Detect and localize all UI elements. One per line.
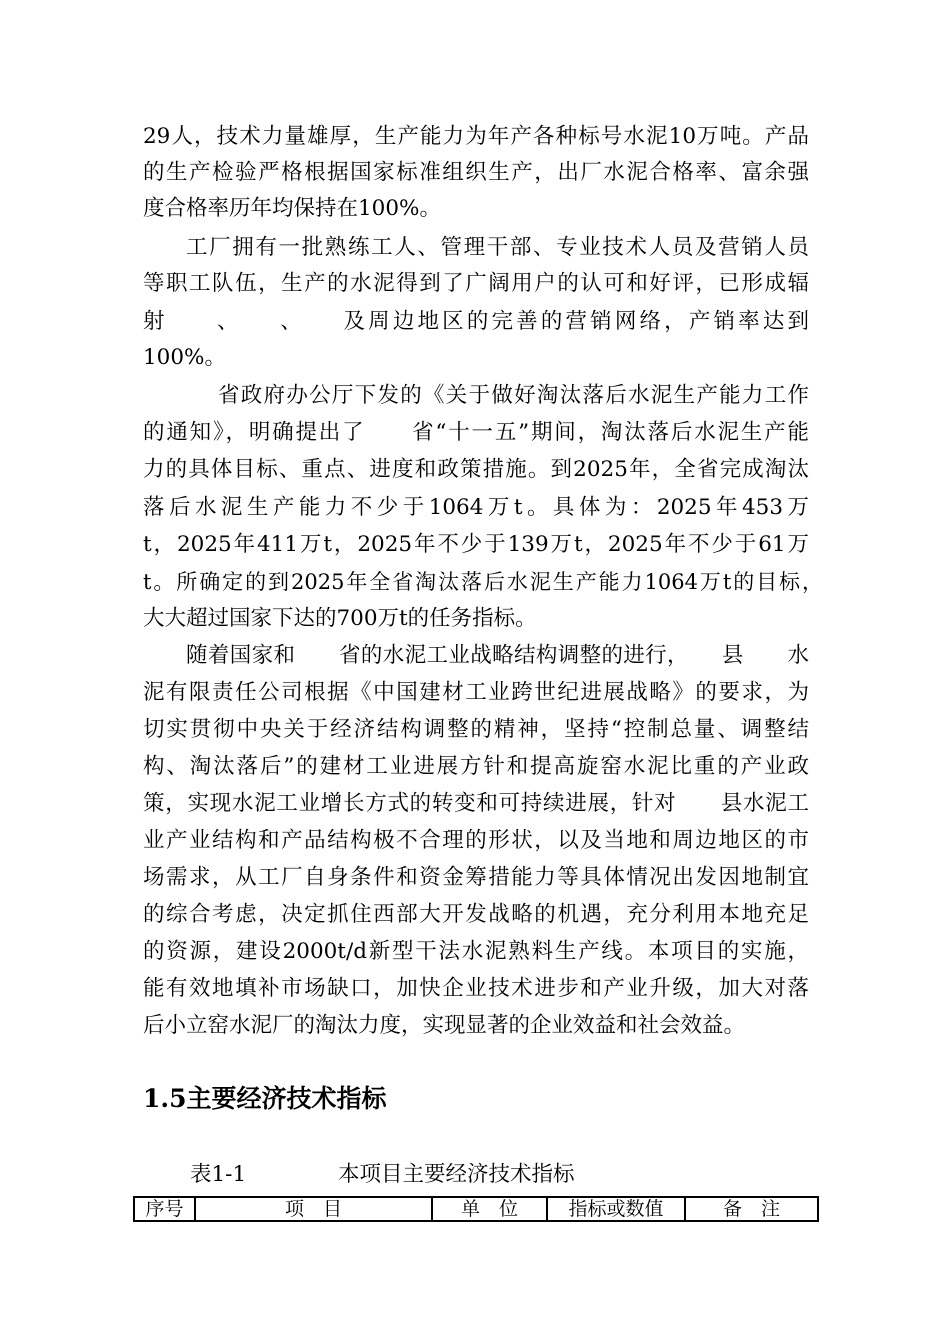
paragraph-2-line-4: 100%。 bbox=[143, 345, 226, 370]
paragraph-4-line-7: 场需求，从工厂自身条件和资金筹措能力等具体情况出发因地制宜 bbox=[143, 865, 809, 890]
paragraph-4-line-4: 构、淘汰落后”的建材工业进展方针和提高旋窑水泥比重的产业政 bbox=[143, 754, 809, 779]
paragraph-4-line-2: 泥有限责任公司根据《中国建材工业跨世纪进展战略》的要求，为 bbox=[143, 680, 809, 705]
paragraph-1-line-3: 度合格率历年均保持在100%。 bbox=[143, 196, 441, 221]
paragraph-4-line-6: 业产业结构和产品结构极不合理的形状，以及当地和周边地区的市 bbox=[143, 828, 809, 853]
paragraph-3-line-7: 大大超过国家下达的700万t的任务指标。 bbox=[143, 606, 537, 631]
paragraph-2-line-2: 等职工队伍，生产的水泥得到了广阔用户的认可和好评，已形成辐 bbox=[143, 271, 809, 296]
header-value: 指标或数值 bbox=[547, 1197, 685, 1221]
paragraph-3-line-3: 力的具体目标、重点、进度和政策措施。到2025年，全省完成淘汰 bbox=[143, 457, 809, 482]
paragraph-4-line-1: 随着国家和 省的水泥工业战略结构调整的进行， 县 水 bbox=[186, 643, 809, 668]
paragraph-3-line-4: 落后水泥生产能力不少于1064万t。具体为：2025年453万 bbox=[143, 495, 809, 520]
header-item: 项 目 bbox=[195, 1197, 432, 1221]
paragraph-4-line-8: 的综合考虑，决定抓住西部大开发战略的机遇，充分利用本地充足 bbox=[143, 902, 809, 927]
paragraph-3-line-5: t，2025年411万t，2025年不少于139万t，2025年不少于61万 bbox=[143, 532, 809, 557]
paragraph-4-line-10: 能有效地填补市场缺口，加快企业技术进步和产业升级，加大对落 bbox=[143, 976, 809, 1001]
paragraph-4-line-9: 的资源，建设2000t/d新型干法水泥熟料生产线。本项目的实施， bbox=[143, 939, 809, 964]
paragraph-4-line-5: 策，实现水泥工业增长方式的转变和可持续进展，针对 县水泥工 bbox=[143, 791, 809, 816]
paragraph-3-line-2: 的通知》，明确提出了 省“十一五”期间，淘汰落后水泥生产能 bbox=[143, 420, 809, 445]
section-heading: 1.5主要经济技术指标 bbox=[143, 1084, 387, 1113]
paragraph-2-line-3: 射 、 、 及周边地区的完善的营销网络，产销率达到 bbox=[143, 309, 809, 334]
paragraph-4-line-11: 后小立窑水泥厂的淘汰力度，实现显著的企业效益和社会效益。 bbox=[143, 1013, 746, 1038]
paragraph-1-line-2: 的生产检验严格根据国家标准组织生产，出厂水泥合格率、富余强 bbox=[143, 160, 809, 185]
header-remarks: 备 注 bbox=[685, 1197, 818, 1221]
header-unit: 单 位 bbox=[432, 1197, 547, 1221]
paragraph-4-line-3: 切实贯彻中央关于经济结构调整的精神，坚持“控制总量、调整结 bbox=[143, 717, 809, 742]
paragraph-3-line-1: 省政府办公厅下发的《关于做好淘汰落后水泥生产能力工作 bbox=[218, 383, 809, 408]
paragraph-1-line-1: 29人，技术力量雄厚，生产能力为年产各种标号水泥10万吨。产品 bbox=[143, 124, 809, 149]
paragraph-2-line-1: 工厂拥有一批熟练工人、管理干部、专业技术人员及营销人员 bbox=[186, 235, 809, 260]
header-serial-no: 序号 bbox=[134, 1197, 195, 1221]
indicators-table bbox=[133, 1196, 819, 1222]
table-header-row bbox=[134, 1197, 818, 1221]
table-caption-number: 表1-1 bbox=[190, 1162, 247, 1187]
table-caption-title: 本项目主要经济技术指标 bbox=[338, 1162, 575, 1187]
paragraph-3-line-6: t。所确定的到2025年全省淘汰落后水泥生产能力1064万t的目标， bbox=[143, 570, 823, 594]
